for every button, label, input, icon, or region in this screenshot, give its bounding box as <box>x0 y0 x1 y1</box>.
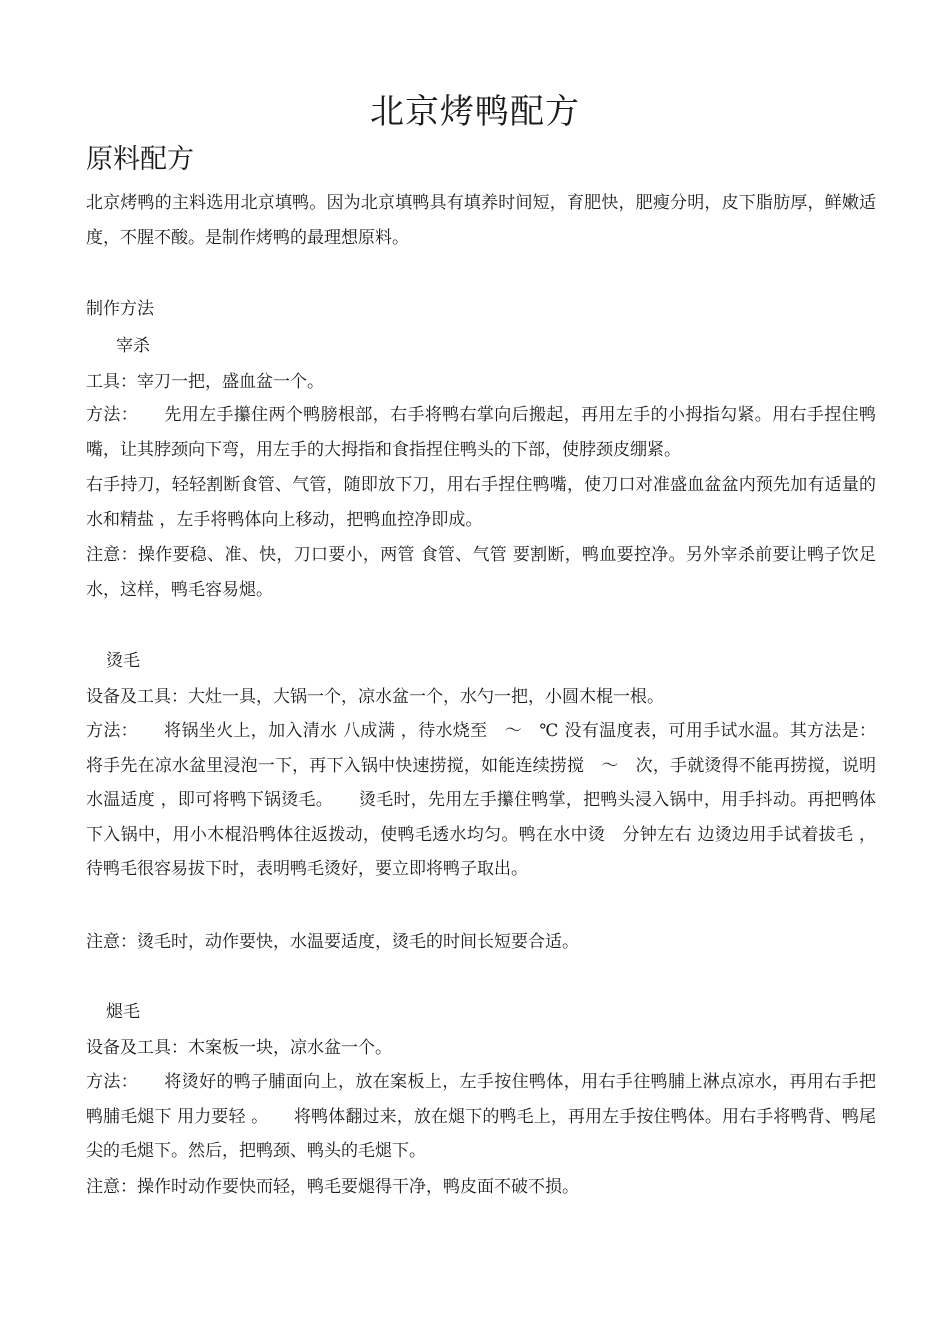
step-method-pluck: 方法： 将烫好的鸭子脯面向上，放在案板上，左手按住鸭体，用右手往鸭脯上淋点凉水，再用右手把鸭脯毛煺下 用力要轻 。 将鸭体翻过来，放在煺下的鸭毛上，再用左手按住鸭体。用右手将鸭背、鸭尾尖的毛煺下。然后，把鸭颈、鸭头的毛煺下。 <box>86 1072 876 1161</box>
method-heading: 制作方法 <box>86 299 154 319</box>
intro-paragraph: 北京烤鸭的主料选用北京填鸭。因为北京填鸭具有填养时间短，育肥快，肥瘦分明，皮下脂肪厚，鲜嫩适度，不腥不酸。是制作烤鸭的最理想原料。 <box>86 193 876 248</box>
step-tools-slaughter: 工具：宰刀一把，盛血盆一个。 <box>86 372 324 392</box>
step-note-pluck: 注意：操作时动作要快而轻，鸭毛要煺得干净，鸭皮面不破不损。 <box>86 1177 579 1197</box>
step-note-scald: 注意：烫毛时，动作要快，水温要适度，烫毛的时间长短要合适。 <box>86 932 579 952</box>
step-tools-pluck: 设备及工具：木案板一块，凉水盆一个。 <box>86 1038 392 1058</box>
step-note-slaughter: 注意：操作要稳、准、快，刀口要小，两管 食管、气管 要割断，鸭血要控净。另外宰杀前要让鸭子饮足水，这样，鸭毛容易煺。 <box>86 545 876 600</box>
step-method-slaughter: 方法： 先用左手攥住两个鸭膀根部，右手将鸭右掌向后搬起，再用左手的小拇指勾紧。用右手捏住鸭嘴，让其脖颈向下弯，用左手的大拇指和食指捏住鸭头的下部，使脖颈皮绷紧。 <box>86 405 876 460</box>
step-tools-scald: 设备及工具：大灶一具，大锅一个，凉水盆一个，水勺一把，小圆木棍一根。 <box>86 687 664 707</box>
step-heading-scald: 烫毛 <box>106 651 140 671</box>
step-method2-slaughter: 右手持刀，轻轻割断食管、气管，随即放下刀，用右手捏住鸭嘴，使刀口对准盛血盆盆内预先加有适量的水和精盐 ，左手将鸭体向上移动，把鸭血控净即成。 <box>86 475 876 530</box>
step-method-scald: 方法： 将锅坐火上，加入清水 八成满 ，待水烧至 ～ ℃ 没有温度表，可用手试水温。其方法是：将手先在凉水盆里浸泡一下，再下入锅中快速捞搅，如能连续捞搅 ～ 次，手就烫得不能再捞搅，说明水温适度 ，即可将鸭下锅烫毛。 烫毛时，先用左手攥住鸭掌，把鸭头浸入锅中，用手抖动。再把鸭体下入锅中，用小木棍沿鸭体往返拨动，使鸭毛透水均匀。鸭在水中烫 分钟左右 边烫边用手试着拔毛 ，待鸭毛很容易拔下时，表明鸭毛烫好，要立即将鸭子取出。 <box>86 721 876 879</box>
step-heading-slaughter: 宰杀 <box>116 336 150 356</box>
section-heading: 原料配方 <box>86 144 194 175</box>
document-title: 北京烤鸭配方 <box>370 92 580 132</box>
step-heading-pluck: 煺毛 <box>106 1002 140 1022</box>
